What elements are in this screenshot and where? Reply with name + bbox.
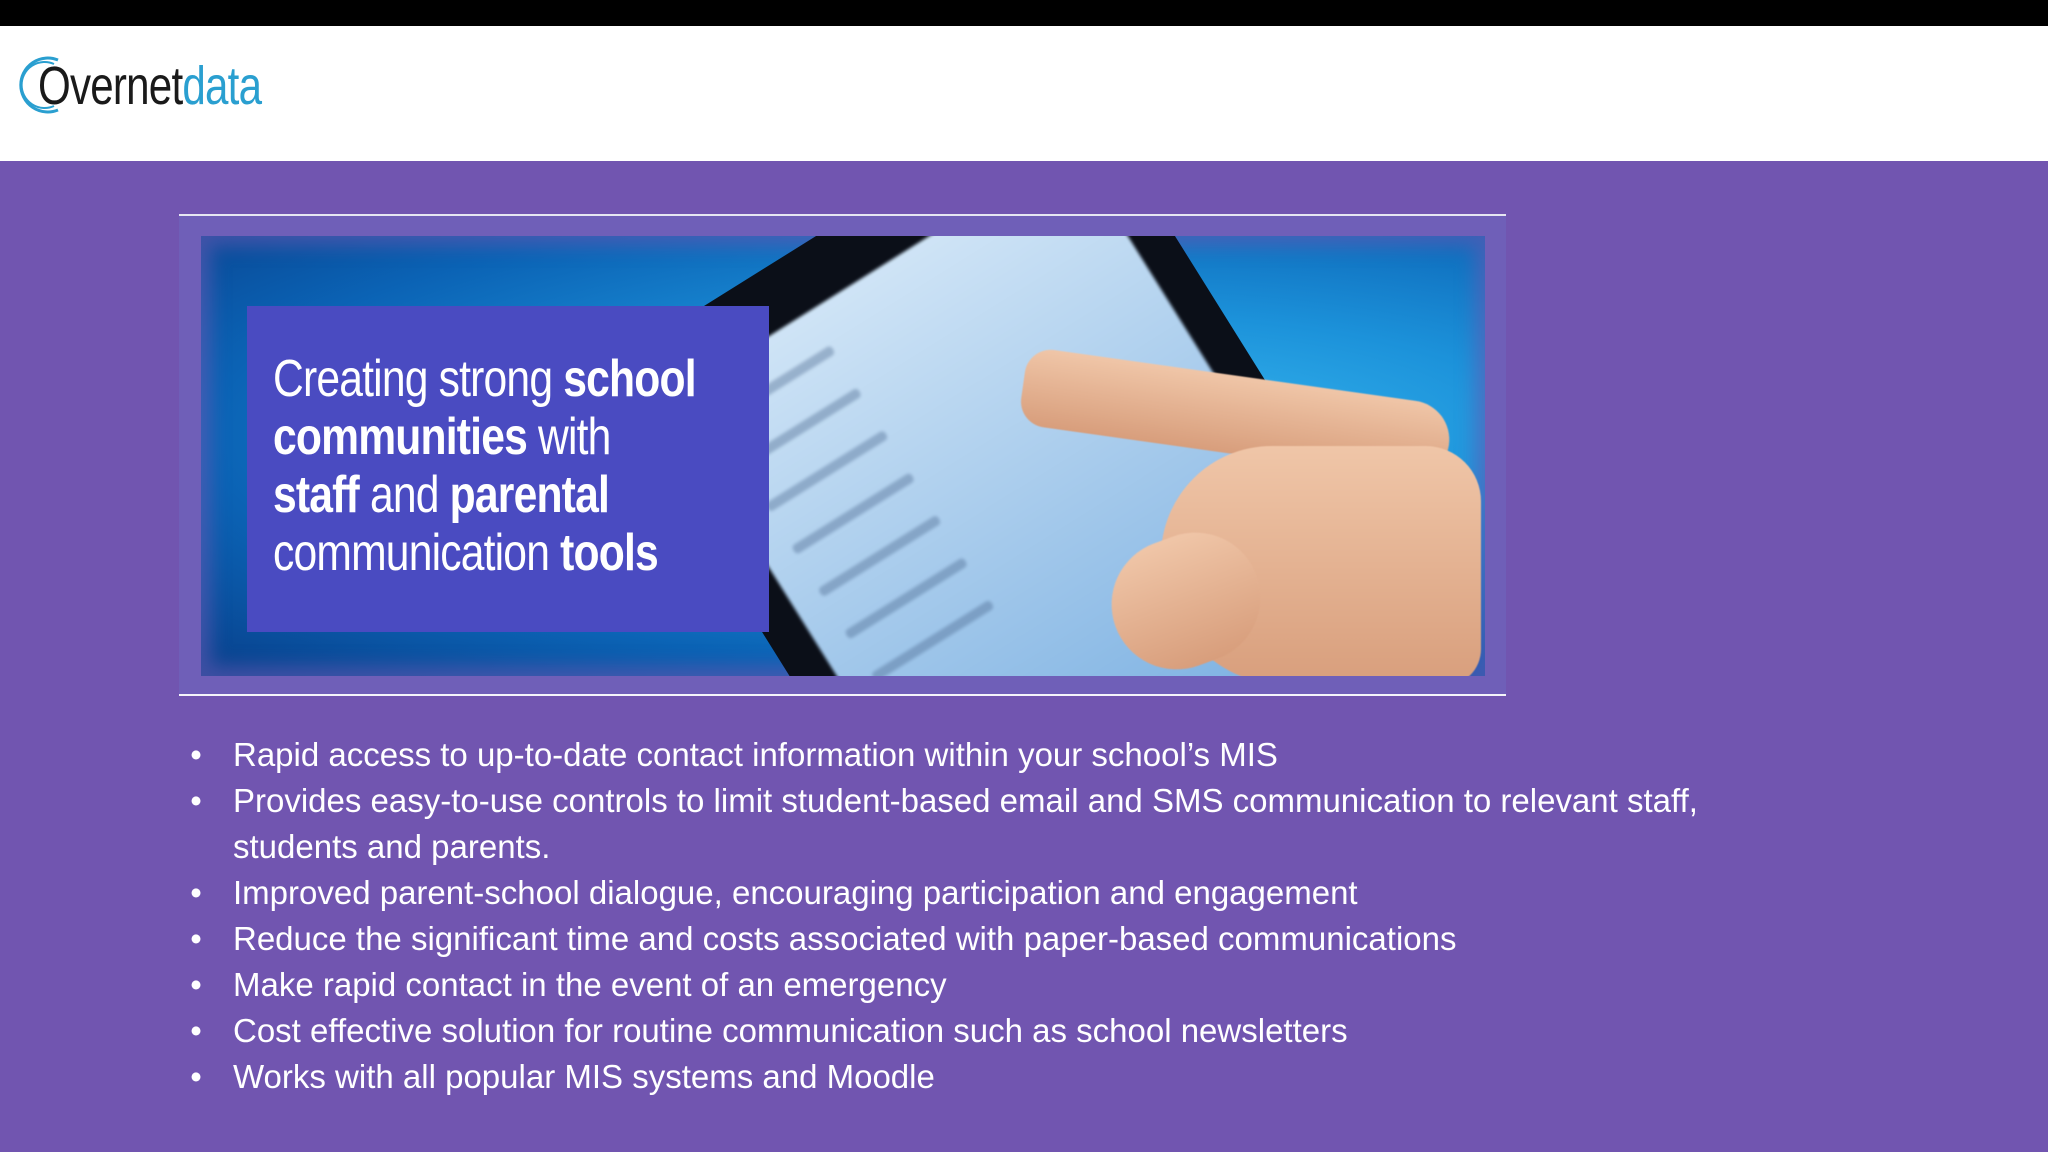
bullet-dot: • [190, 1058, 202, 1095]
headline-bold-text: staff [273, 466, 359, 524]
bullet-text: Reduce the significant time and costs associated with paper-based communications [233, 920, 1457, 957]
banner-headline-box [247, 306, 769, 632]
bullet-text: Works with all popular MIS systems and Moodle [233, 1058, 935, 1095]
bullet-item [186, 778, 1826, 870]
bullet-dot: • [190, 736, 202, 773]
headline-line-4 [273, 524, 660, 582]
bullet-text: Cost effective solution for routine communication such as school newsletters [233, 1012, 1348, 1049]
bullet-item [186, 1054, 1826, 1100]
bullet-text: Provides easy-to-use controls to limit student-based email and SMS communication to relevant staff, students and parents. [233, 782, 1698, 865]
bullet-dot: • [190, 920, 202, 957]
headline-text: Creating strong [273, 350, 564, 408]
bullet-text: Improved parent-school dialogue, encouraging participation and engagement [233, 874, 1358, 911]
headline-bold-text: tools [560, 524, 658, 582]
bullet-text: Make rapid contact in the event of an emergency [233, 966, 947, 1003]
headline-bold-text: communities [273, 408, 527, 466]
bullet-item [186, 962, 1826, 1008]
bullet-item [186, 916, 1826, 962]
bullet-dot: • [190, 874, 202, 911]
bullet-item [186, 732, 1826, 778]
headline-text: communication [273, 524, 561, 582]
bullet-dot: • [190, 782, 202, 819]
headline-line-3 [273, 466, 660, 524]
bullet-text: Rapid access to up-to-date contact information within your school’s MIS [233, 736, 1278, 773]
slide-header [0, 26, 2048, 161]
headline-text: with [526, 408, 611, 466]
bullet-dot: • [190, 966, 202, 1003]
tablet-photo [201, 236, 1485, 676]
headline-line-1 [273, 350, 696, 408]
headline-text: and [358, 466, 450, 524]
overnetdata-logo [18, 50, 262, 120]
bullet-item [186, 1008, 1826, 1054]
headline-line-2 [273, 408, 660, 466]
logo-wordmark-data: data [182, 56, 262, 116]
headline-bold-text: school [563, 350, 696, 408]
banner-image-frame [179, 214, 1506, 696]
feature-bullet-list [186, 732, 1826, 1100]
headline-bold-text: parental [449, 466, 609, 524]
bullet-item [186, 870, 1826, 916]
top-black-bar [0, 0, 2048, 26]
logo-wordmark [38, 56, 261, 116]
bullet-dot: • [190, 1012, 202, 1049]
logo-wordmark-overnet: Overnet [38, 56, 183, 116]
